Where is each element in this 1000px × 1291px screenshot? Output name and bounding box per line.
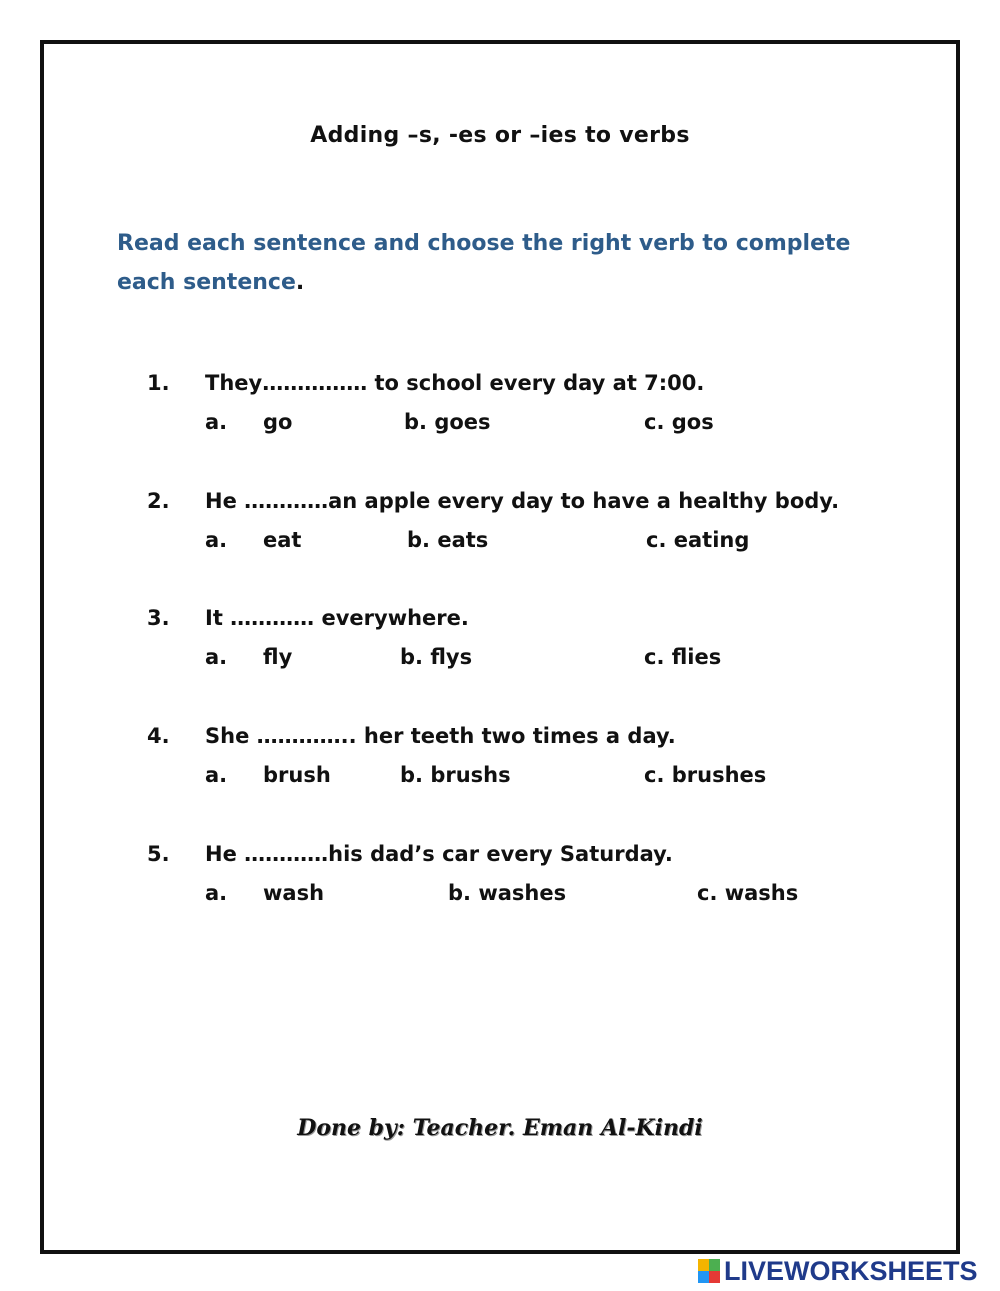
option-c[interactable]: c. gos	[644, 410, 714, 434]
option-a[interactable]: fly	[263, 645, 293, 669]
liveworksheets-watermark	[698, 1256, 978, 1286]
liveworksheets-text: LIVEWORKSHEETS	[724, 1255, 978, 1286]
option-b[interactable]: b. flys	[400, 645, 473, 669]
instructions-period: .	[295, 270, 305, 295]
question-number: 5.	[147, 842, 170, 866]
question-3	[0, 606, 1000, 686]
question-number: 4.	[147, 724, 170, 748]
option-a[interactable]: eat	[263, 528, 302, 552]
question-text: He …………an apple every day to have a healthy body.	[205, 489, 840, 513]
option-a[interactable]: go	[263, 410, 293, 434]
question-5	[0, 842, 1000, 922]
option-a-letter: a.	[205, 645, 228, 669]
question-1	[0, 371, 1000, 451]
liveworksheets-logo-icon	[698, 1259, 720, 1283]
option-b[interactable]: b. brushs	[400, 763, 511, 787]
option-a-letter: a.	[205, 528, 228, 552]
worksheet-title: Adding –s, -es or –ies to verbs	[310, 123, 690, 148]
option-c[interactable]: c. eating	[646, 528, 750, 552]
question-number: 2.	[147, 489, 170, 513]
option-c[interactable]: c. washs	[697, 881, 799, 905]
option-c[interactable]: c. brushes	[644, 763, 767, 787]
option-b[interactable]: b. eats	[407, 528, 489, 552]
question-number: 1.	[147, 371, 170, 395]
option-a-letter: a.	[205, 881, 228, 905]
logo-square-2	[709, 1259, 720, 1271]
question-2	[0, 489, 1000, 569]
logo-square-1	[698, 1259, 709, 1271]
question-4	[0, 724, 1000, 804]
option-c[interactable]: c. flies	[644, 645, 722, 669]
option-a[interactable]: brush	[263, 763, 331, 787]
option-a-letter: a.	[205, 763, 228, 787]
instructions	[117, 224, 897, 302]
question-text: He …………his dad’s car every Saturday.	[205, 842, 673, 866]
teacher-credit: Done by: Teacher. Eman Al-Kindi	[297, 1115, 703, 1141]
question-text: They…………… to school every day at 7:00.	[205, 371, 705, 395]
question-text: It ………… everywhere.	[205, 606, 469, 630]
logo-square-3	[698, 1271, 709, 1283]
option-a-letter: a.	[205, 410, 228, 434]
instructions-text: Read each sentence and choose the right verb to complete each sentence	[117, 231, 851, 295]
option-b[interactable]: b. goes	[404, 410, 491, 434]
question-text: She ………….. her teeth two times a day.	[205, 724, 676, 748]
option-b[interactable]: b. washes	[448, 881, 567, 905]
option-a[interactable]: wash	[263, 881, 325, 905]
logo-square-4	[709, 1271, 720, 1283]
question-number: 3.	[147, 606, 170, 630]
